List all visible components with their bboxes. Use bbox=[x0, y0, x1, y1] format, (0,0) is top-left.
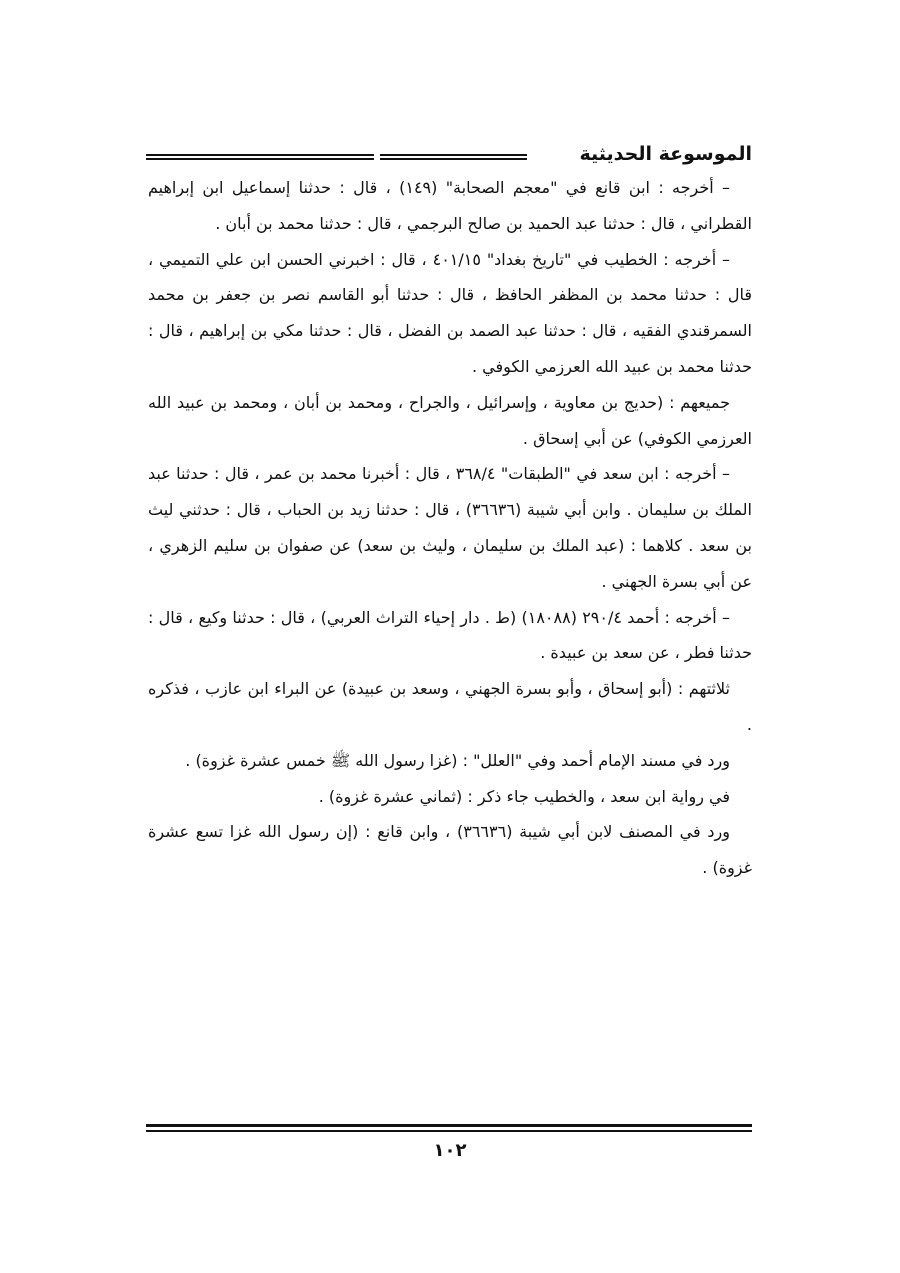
paragraph-musnad-note: ورد في مسند الإمام أحمد وفي "العلل" : (غزا رسول الله ﷺ خمس عشرة غزوة) . bbox=[185, 750, 730, 770]
paragraph-thalathatuhum: ثلاثتهم : (أبو إسحاق ، وأبو بسرة الجهني ، وسعد بن عبيدة) عن البراء ابن عازب ، فذكره . bbox=[148, 679, 752, 734]
paragraph-musannaf-note: ورد في المصنف لابن أبي شيبة (٣٦٦٣٦) ، وابن قانع : (إن رسول الله غزا تسع عشرة غزوة) . bbox=[148, 822, 752, 878]
header-rule-right bbox=[380, 154, 527, 160]
running-header-title: الموسوعة الحديثية bbox=[579, 143, 752, 165]
paragraph-takhrij-ibn-qani: – أخرجه : ابن قانع في "معجم الصحابة" (١٤٩) ، قال : حدثنا إسماعيل ابن إبراهيم القطراني ، قال : حدثنا عبد الحميد بن صالح البرجمي ، قال : حدثنا محمد بن أبان . bbox=[148, 178, 752, 233]
footer-rule bbox=[146, 1124, 752, 1132]
paragraph-takhrij-khatib: – أخرجه : الخطيب في "تاريخ بغداد" ٤٠١/١٥ ، قال : اخبرني الحسن ابن علي التميمي ، قال : حدثنا محمد بن المظفر الحافظ ، قال : حدثنا أبو القاسم نصر بن جعفر بن محمد السمرقندي الفقيه ، قال : حدثنا عبد الصمد بن الفضل ، قال : حدثنا مكي بن إبراهيم ، قال : حدثنا محمد بن عبيد الله العرزمي الكوفي . bbox=[148, 249, 752, 376]
paragraph-takhrij-ahmad: – أخرجه : أحمد ٢٩٠/٤ (١٨٠٨٨) (ط . دار إحياء التراث العربي) ، قال : حدثنا وكيع ، قال : حدثنا فطر ، عن سعد بن عبيدة . bbox=[148, 607, 752, 663]
page-number: ١٠٢ bbox=[433, 1140, 467, 1161]
paragraph-takhrij-ibn-sad: – أخرجه : ابن سعد في "الطبقات" ٣٦٨/٤ ، قال : أخبرنا محمد بن عمر ، قال : حدثنا عبد الملك بن سليمان . وابن أبي شيبة (٣٦٦٣٦) ، قال : حدثنا زيد بن الحباب ، قال : حدثني ليث بن سعد . كلاهما : (عبد الملك بن سليمان ، وليث بن سعد) عن صفوان بن سليم الزهري ، عن أبي بسرة الجهني . bbox=[148, 464, 753, 591]
header-rule-left bbox=[146, 154, 374, 160]
paragraph-ibn-sad-note: في رواية ابن سعد ، والخطيب جاء ذكر : (ثماني عشرة غزوة) . bbox=[318, 786, 730, 806]
paragraph-jamiuhum: جميعهم : (حديج بن معاوية ، وإسرائيل ، والجراح ، ومحمد بن أبان ، ومحمد بن عبيد الله العرزمي الكوفي) عن أبي إسحاق . bbox=[148, 392, 752, 448]
body-text bbox=[148, 170, 752, 886]
